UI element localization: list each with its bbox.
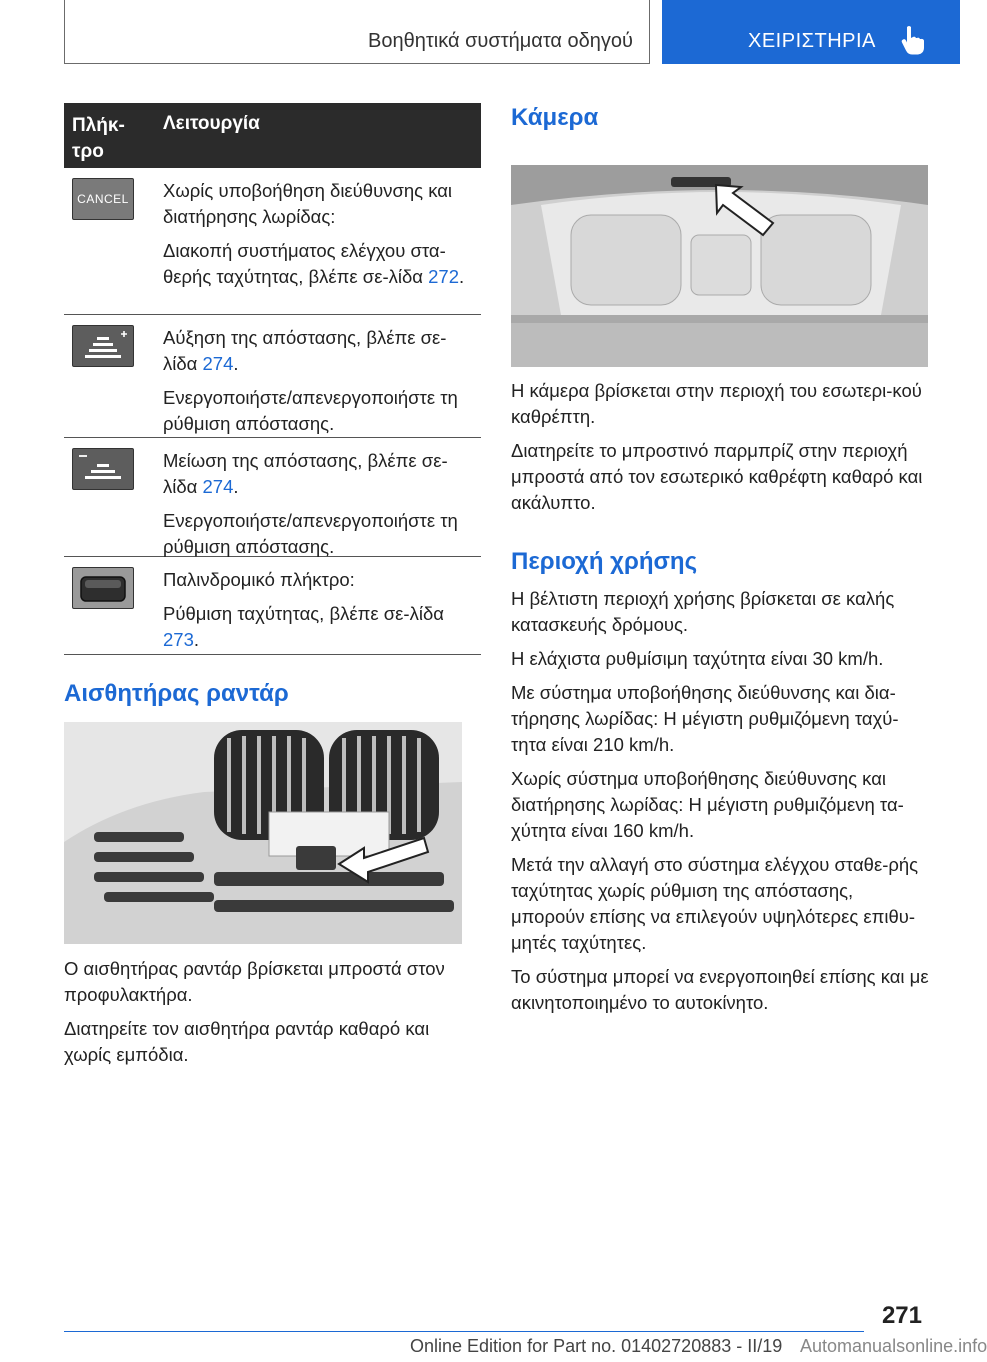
radar-description: Ο αισθητήρας ραντάρ βρίσκεται μπροστά στον προφυλακτήρα. Διατηρείτε τον αισθητήρα ραντάρ καθαρό και χωρίς εμπόδια. [64, 958, 445, 1065]
table-row [64, 168, 481, 315]
camera-description: Η κάμερα βρίσκεται στην περιοχή του εσωτερι-κού καθρέπτη. Διατηρείτε το μπροστινό παρμπρίζ στην περιοχή μπροστά από τον εσωτερικό καθρέφτη καθαρό και ακάλυπτο. [511, 380, 923, 513]
hand-pointer-icon [898, 24, 926, 56]
function-cell: Χωρίς υποβοήθηση διεύθυνσης και διατήρησης λωρίδας: Διακοπή συστήματος ελέγχου στα-θερής ταχύτητας, βλέπε σε-λίδα 272. [163, 180, 465, 287]
table-row [64, 315, 481, 438]
front-bumper-radar-photo [64, 722, 462, 944]
rocker-switch-icon [72, 567, 134, 609]
page-number: 271 [881, 1302, 922, 1329]
page-reference-link[interactable]: 272 [428, 266, 459, 287]
function-cell: Μείωση της απόστασης, βλέπε σε-λίδα 274. Ενεργοποιήστε/απενεργοποιήστε τη ρύθμιση απόστασης. [163, 450, 458, 557]
table-row [64, 557, 481, 655]
table-header [64, 103, 481, 168]
interior-mirror-camera-photo [511, 165, 928, 367]
radar-heading: Αισθητήρας ραντάρ [64, 680, 289, 707]
header-section-box [64, 0, 650, 64]
function-cell: Παλινδρομικό πλήκτρο: Ρύθμιση ταχύτητας, βλέπε σε-λίδα 273. [163, 569, 444, 650]
distance-decrease-icon [72, 448, 134, 490]
section-title: Βοηθητικά συστήματα οδηγού [368, 30, 633, 52]
column-header-function: Λειτουργία [163, 113, 260, 134]
page-reference-link[interactable]: 273 [163, 629, 194, 650]
page-reference-link[interactable]: 274 [202, 476, 234, 497]
camera-heading: Κάμερα [511, 104, 599, 131]
chapter-tab-label: ΧΕΙΡΙΣΤΗΡΙΑ [748, 30, 876, 52]
table-row [64, 438, 481, 557]
chapter-tab[interactable] [662, 0, 960, 64]
edition-note: Online Edition for Part no. 01402720883 - II/19 [410, 1336, 783, 1356]
usage-range-description: Η βέλτιστη περιοχή χρήσης βρίσκεται σε καλής κατασκευής δρόμους. Η ελάχιστα ρυθμίσιμη ταχύτητα είναι 30 km/h. Με σύστημα υποβοήθησης διεύθυνσης και δια-τήρησης λωρίδας: Η μέγιστη ρυθμιζόμενη ταχύ-τητα είναι 210 km/h. Χωρίς σύστημα υποβοήθησης διεύθυνσης και διατήρησης λωρίδας: Η μέγιστη ρυθμιζόμενη τα-χύτητα είναι 160 km/h. Μετά την αλλαγή στο σύστημα ελέγχου σταθε-ρής ταχύτητας χωρίς ρύθμιση της απόστασης, μπορούν επίσης να επιλεγούν υψηλότερες επιθυ-μητές ταχύτητες. Το σύστημα μπορεί να ενεργοποιηθεί επίσης και με ακινητοποιημένο το αυτοκίνητο. [511, 588, 929, 1013]
footer-divider [64, 1331, 864, 1332]
site-watermark: Automanualsonline.info [800, 1336, 987, 1356]
column-header-key: Πλήκ- τρο [72, 115, 125, 162]
cancel-key-icon: CANCEL [72, 178, 134, 220]
distance-increase-icon [72, 325, 134, 367]
usage-range-heading: Περιοχή χρήσης [511, 548, 698, 575]
function-cell: Αύξηση της απόστασης, βλέπε σε-λίδα 274. Ενεργοποιήστε/απενεργοποιήστε τη ρύθμιση απόστασης. [163, 327, 458, 434]
page-reference-link[interactable]: 274 [202, 353, 234, 374]
function-table [64, 103, 481, 655]
